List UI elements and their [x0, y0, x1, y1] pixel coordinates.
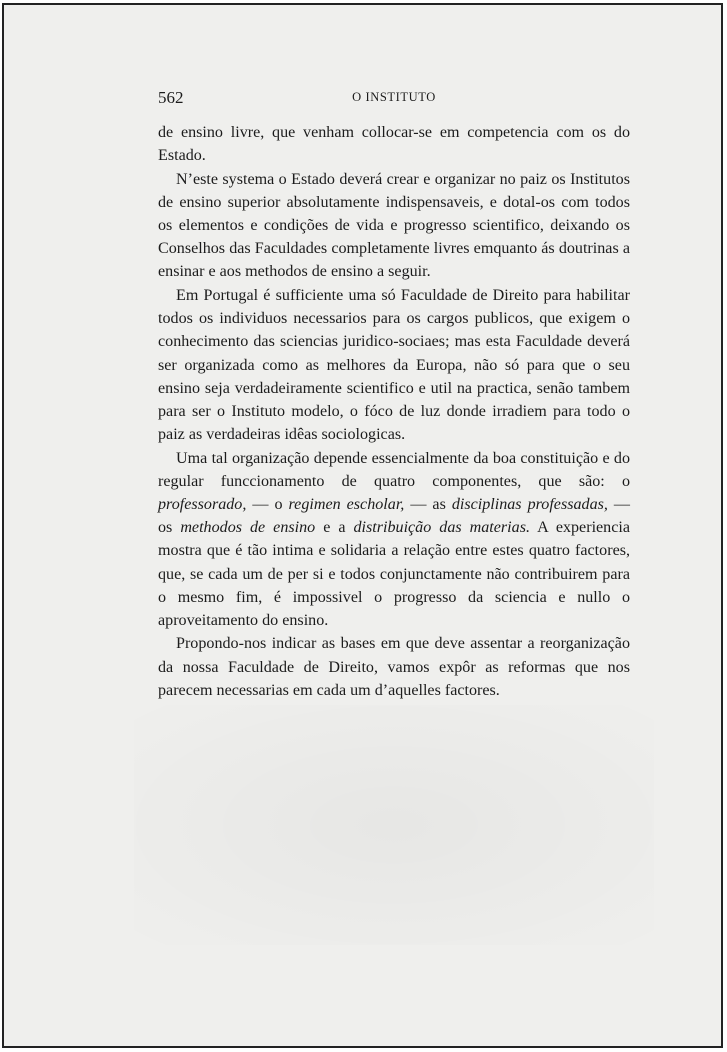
term-regimen-escholar: regimen escholar, — [288, 496, 405, 513]
paragraph-continuation: de ensino livre, que venham collocar-se em competencia com os do Estado. — [158, 124, 630, 165]
paragraph-state-system: N’este systema o Estado deverá crear e organizar no paiz os Institutos de ensino superior absolutamente indispensaveis, e dotal-os com todos os elementos e condições de vida e progresso scientifico, deixando os Conselhos das Faculdades completamente livres emquanto ás doutrinas a ensinar e aos methodos de ensino a seguir. — [158, 170, 630, 281]
paragraph-reform-proposal: Propondo-nos indicar as bases em que deve assentar a reorganização da nossa Faculdade de Direito, vamos expôr as reformas que nos parecem necessarias em cada um d’aquelles factores. — [158, 635, 630, 699]
term-distribuicao-das-materias: distribuição das materias. — [353, 519, 530, 537]
term-methodos-de-ensino: methodos de ensino — [180, 519, 316, 537]
page-header — [158, 88, 630, 110]
paragraph-portugal-faculty: Em Portugal é sufficiente uma só Faculdade de Direito para habilitar todos os individuos necessarios para os cargos publicos, que exigem o conhecimento das sciencias juridico-sociaes; mas esta Faculdade deverá ser organizada como as melhores da Europa, não só para que o seu ensino seja verdadeiramente scientifico e util na practica, senão tambem para ser o Instituto modelo, o fóco de luz donde irradiem para todo o paiz as verdadeiras idêas sociologicas. — [158, 286, 630, 444]
paragraph-organization-components: Uma tal organização depende essencialmente da boa constituição e do regular funccionamento de quatro componentes, que são: o professorado, — o regimen escholar, — as disciplinas professadas, — os methodos de ensino e a distribuição das materias. A experiencia mostra que é tão intima e solidaria a relação entre estes quatro factores, que, se cada um de per si e todos conjunctamente não contribuirem para o mesmo fim, é impossivel o progresso da sciencia e nullo o aproveitamento do ensino. — [158, 449, 630, 630]
term-professorado: professorado, — [158, 496, 247, 513]
running-title: O INSTITUTO — [352, 90, 436, 104]
bleed-through-shadow — [134, 705, 654, 945]
page-number: 562 — [158, 88, 184, 107]
body-text — [158, 121, 630, 702]
term-disciplinas-professadas: disciplinas professadas, — [451, 496, 608, 513]
